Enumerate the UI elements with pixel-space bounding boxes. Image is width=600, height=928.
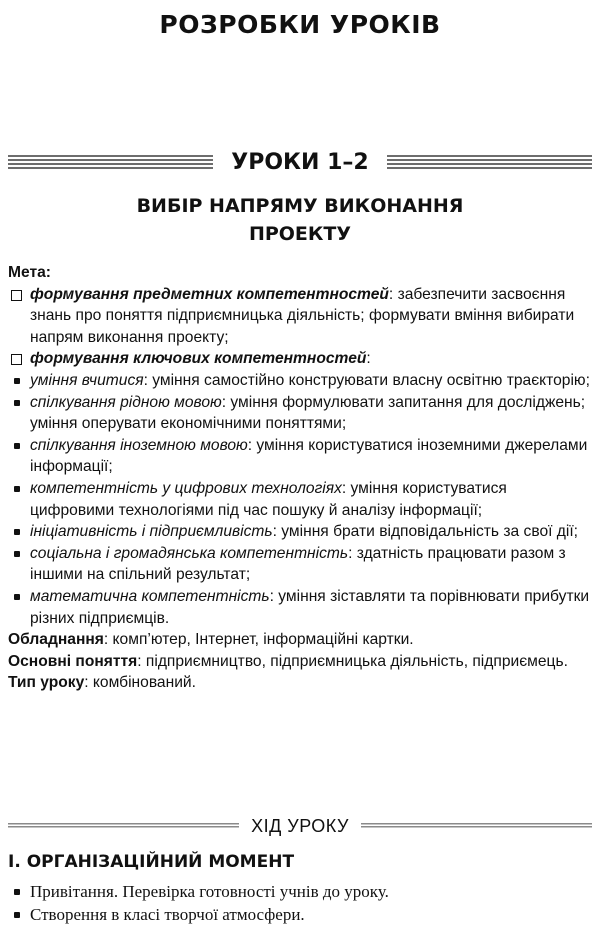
- competency-item: [8, 435, 592, 478]
- bullet-icon: [14, 889, 20, 895]
- banner-stripes-left: [8, 155, 213, 169]
- competency-text: : здатність працювати разом з іншими на спільний результат;: [30, 544, 566, 584]
- competency-item: [8, 543, 592, 586]
- goal-item-key: [8, 348, 592, 370]
- goal-item-text: : забезпечити засвоєння знань про поняття підприємницька діяльність; формувати вміння вибирати напрям виконання проекту;: [30, 285, 575, 346]
- list-item: [8, 903, 592, 926]
- equipment-label: Обладнання: [8, 631, 104, 649]
- competency-text: : уміння зіставляти та порівнювати прибутки різних підприємців.: [30, 587, 590, 627]
- competency-term: соціальна і громадянська компетентність: [30, 544, 349, 562]
- bullet-icon: [14, 594, 20, 600]
- lesson-flow-divider: [8, 815, 592, 837]
- bullet-icon: [14, 529, 20, 535]
- list-item: [8, 880, 592, 903]
- lesson-body: [8, 262, 592, 694]
- goal-heading: Мета:: [8, 264, 51, 281]
- goal-item-term: формування ключових компетентностей: [30, 350, 367, 368]
- lesson-type-line: [8, 672, 592, 694]
- page-title: РОЗРОБКИ УРОКІВ: [159, 10, 441, 39]
- competency-term: математична компетентність: [30, 587, 270, 605]
- lesson-number: УРОКИ 1–2: [231, 149, 369, 175]
- competency-term: компетентність у цифрових технологіях: [30, 479, 342, 497]
- bullet-icon: [14, 551, 20, 557]
- bullet-icon: [14, 400, 20, 406]
- lesson-type-label: Тип уроку: [8, 674, 85, 692]
- lesson-type-text: : комбінований.: [84, 674, 196, 692]
- section-item-list: [8, 880, 592, 926]
- list-item-text: Привітання. Перевірка готовності учнів до уроку.: [30, 882, 389, 901]
- competency-text: : уміння користуватися цифровими технологіями під час пошуку й аналізу інформації;: [30, 479, 507, 519]
- competency-term: ініціативність і підприємливість: [30, 523, 273, 541]
- section-heading: I. ОРГАНІЗАЦІЙНИЙ МОМЕНТ: [8, 852, 295, 872]
- checkbox-square-icon: [11, 354, 22, 365]
- competency-term: уміння вчитися: [30, 371, 144, 389]
- goal-item-term: формування предметних компетентностей: [30, 285, 389, 303]
- competency-item: [8, 521, 592, 543]
- competency-item: [8, 370, 592, 392]
- lesson-flow-title: ХІД УРОКУ: [251, 815, 349, 836]
- equipment-line: [8, 629, 592, 651]
- concepts-label: Основні поняття: [8, 652, 138, 670]
- competency-text: : уміння користуватися іноземними джерелами інформації;: [30, 436, 588, 476]
- bullet-icon: [14, 443, 20, 449]
- competency-item: [8, 392, 592, 435]
- competency-text: : уміння брати відповідальність за свої дії;: [272, 523, 579, 541]
- bullet-icon: [14, 486, 20, 492]
- lesson-banner: [8, 148, 592, 176]
- competency-term: спілкування іноземною мовою: [30, 436, 248, 454]
- divider-stripes-right: [361, 823, 592, 829]
- list-item-text: Створення в класі творчої атмосфери.: [30, 905, 305, 924]
- competency-item: [8, 478, 592, 521]
- divider-stripes-left: [8, 823, 239, 829]
- goal-item-text: :: [366, 350, 371, 368]
- lesson-topic-line-2: ПРОЕКТУ: [248, 223, 352, 245]
- competency-text: : уміння формулювати запитання для досліджень; уміння оперувати економічними поняттями;: [30, 393, 586, 433]
- concepts-line: [8, 651, 592, 673]
- banner-stripes-right: [387, 155, 592, 169]
- lesson-topic-line-1: ВИБІР НАПРЯМУ ВИКОНАННЯ: [136, 195, 464, 217]
- competency-term: спілкування рідною мовою: [30, 393, 222, 411]
- concepts-text: : підприємництво, підприємницька діяльність, підприємець.: [137, 652, 568, 670]
- competency-text: : уміння самостійно конструювати власну освітню траєкторію;: [143, 371, 590, 389]
- bullet-icon: [14, 378, 20, 384]
- goal-item-subject: [8, 284, 592, 349]
- competency-item: [8, 586, 592, 629]
- goal-label: Мета: [8, 264, 46, 281]
- bullet-icon: [14, 912, 20, 918]
- checkbox-square-icon: [11, 290, 22, 301]
- equipment-text: : комп’ютер, Інтернет, інформаційні картки.: [103, 631, 414, 649]
